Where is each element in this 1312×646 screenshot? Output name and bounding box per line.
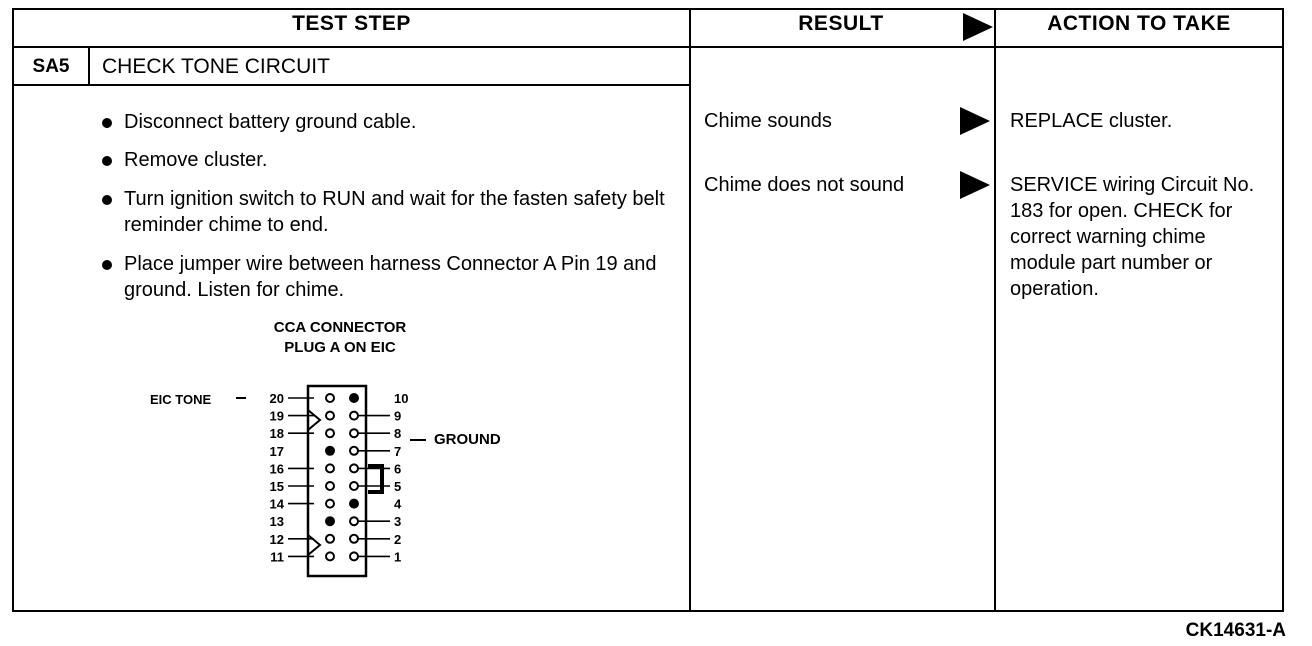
pin-contact <box>350 552 358 560</box>
step-title: CHECK TONE CIRCUIT <box>102 55 330 78</box>
result-arrow-icon <box>960 171 990 199</box>
pin-contact <box>326 517 334 525</box>
instruction-text: Place jumper wire between harness Connector A Pin 19 and ground. Listen for chime. <box>124 253 657 301</box>
pin-number: 3 <box>394 514 402 530</box>
pin-contact <box>350 500 358 508</box>
diagram-title-line: PLUG A ON EIC <box>284 339 396 356</box>
pin-number: 20 <box>269 391 284 406</box>
column-divider-result <box>689 8 691 612</box>
pin-number: 4 <box>394 496 402 512</box>
pin-contact <box>326 412 334 420</box>
instruction-text: Disconnect battery ground cable. <box>124 111 417 133</box>
ground-label: GROUND <box>434 431 501 448</box>
pin-number: 7 <box>394 443 402 459</box>
diagram-title-line: CCA CONNECTOR <box>273 319 407 336</box>
pin-contact <box>326 447 334 455</box>
pin-number: 15 <box>269 479 284 494</box>
bullet-icon <box>102 118 112 128</box>
pin-number: 8 <box>394 426 402 442</box>
pin-contact <box>350 464 358 472</box>
pin-contact <box>350 429 358 437</box>
header-arrow-icon <box>963 13 993 41</box>
bullet-icon <box>102 260 112 270</box>
column-divider-action <box>994 8 996 612</box>
pin-contact <box>350 394 358 402</box>
connector-diagram <box>230 380 440 580</box>
pin-contact <box>326 552 334 560</box>
pin-number: 18 <box>269 426 284 442</box>
pin-contact <box>326 482 334 490</box>
header-action: ACTION TO TAKE <box>1047 12 1231 35</box>
pin-number: 5 <box>394 479 402 494</box>
pin-contact <box>350 535 358 543</box>
step-code: SA5 <box>32 56 70 77</box>
pin-number: 1 <box>394 549 402 565</box>
pin-contact <box>350 412 358 420</box>
result-text: Chime does not sound <box>704 174 905 196</box>
pin-number: 11 <box>270 549 284 565</box>
figure-code: CK14631-A <box>1185 620 1286 641</box>
pin-number: 17 <box>269 443 284 459</box>
pin-number: 10 <box>394 391 409 406</box>
pin-contact <box>350 517 358 525</box>
pin-number: 19 <box>269 408 284 424</box>
instruction-item <box>102 109 668 135</box>
left-pin-column <box>270 391 334 564</box>
pin-number: 14 <box>269 496 284 512</box>
header-test-step: TEST STEP <box>292 12 411 35</box>
bullet-icon <box>102 195 112 205</box>
instruction-item <box>102 147 668 173</box>
step-title-divider <box>12 84 690 86</box>
pin-contact <box>326 535 334 543</box>
pin-number: 6 <box>394 461 402 477</box>
result-text: Chime sounds <box>704 110 832 132</box>
action-text: REPLACE cluster. <box>1010 110 1173 132</box>
step-code-divider <box>88 46 90 86</box>
pin-contact <box>326 429 334 437</box>
pin-contact <box>326 500 334 508</box>
pin-number: 2 <box>394 531 402 547</box>
pin-contact <box>350 482 358 490</box>
test-step-table <box>12 8 1284 612</box>
instruction-item <box>102 186 668 238</box>
pin-number: 9 <box>394 408 402 424</box>
action-text: SERVICE wiring Circuit No. 183 for open. CHECK for correct warning chime module part number or operation. <box>1010 174 1255 300</box>
jumper-wire <box>368 466 382 492</box>
connector-key <box>308 410 320 430</box>
eic-tone-label: EIC TONE <box>150 392 212 407</box>
pin-contact <box>350 447 358 455</box>
header-divider <box>12 46 1284 48</box>
header-result: RESULT <box>798 12 884 35</box>
instruction-text: Turn ignition switch to RUN and wait for the fasten safety belt reminder chime to end. <box>124 188 665 236</box>
diagram-title <box>210 318 470 358</box>
bullet-icon <box>102 156 112 166</box>
pin-number: 13 <box>269 514 284 530</box>
result-arrow-icon <box>960 107 990 135</box>
instruction-text: Remove cluster. <box>124 149 268 171</box>
pin-number: 12 <box>269 531 284 547</box>
right-pin-column <box>350 391 408 564</box>
pin-contact <box>326 464 334 472</box>
pin-number: 16 <box>269 461 284 477</box>
pin-contact <box>326 394 334 402</box>
instruction-item <box>102 251 668 303</box>
